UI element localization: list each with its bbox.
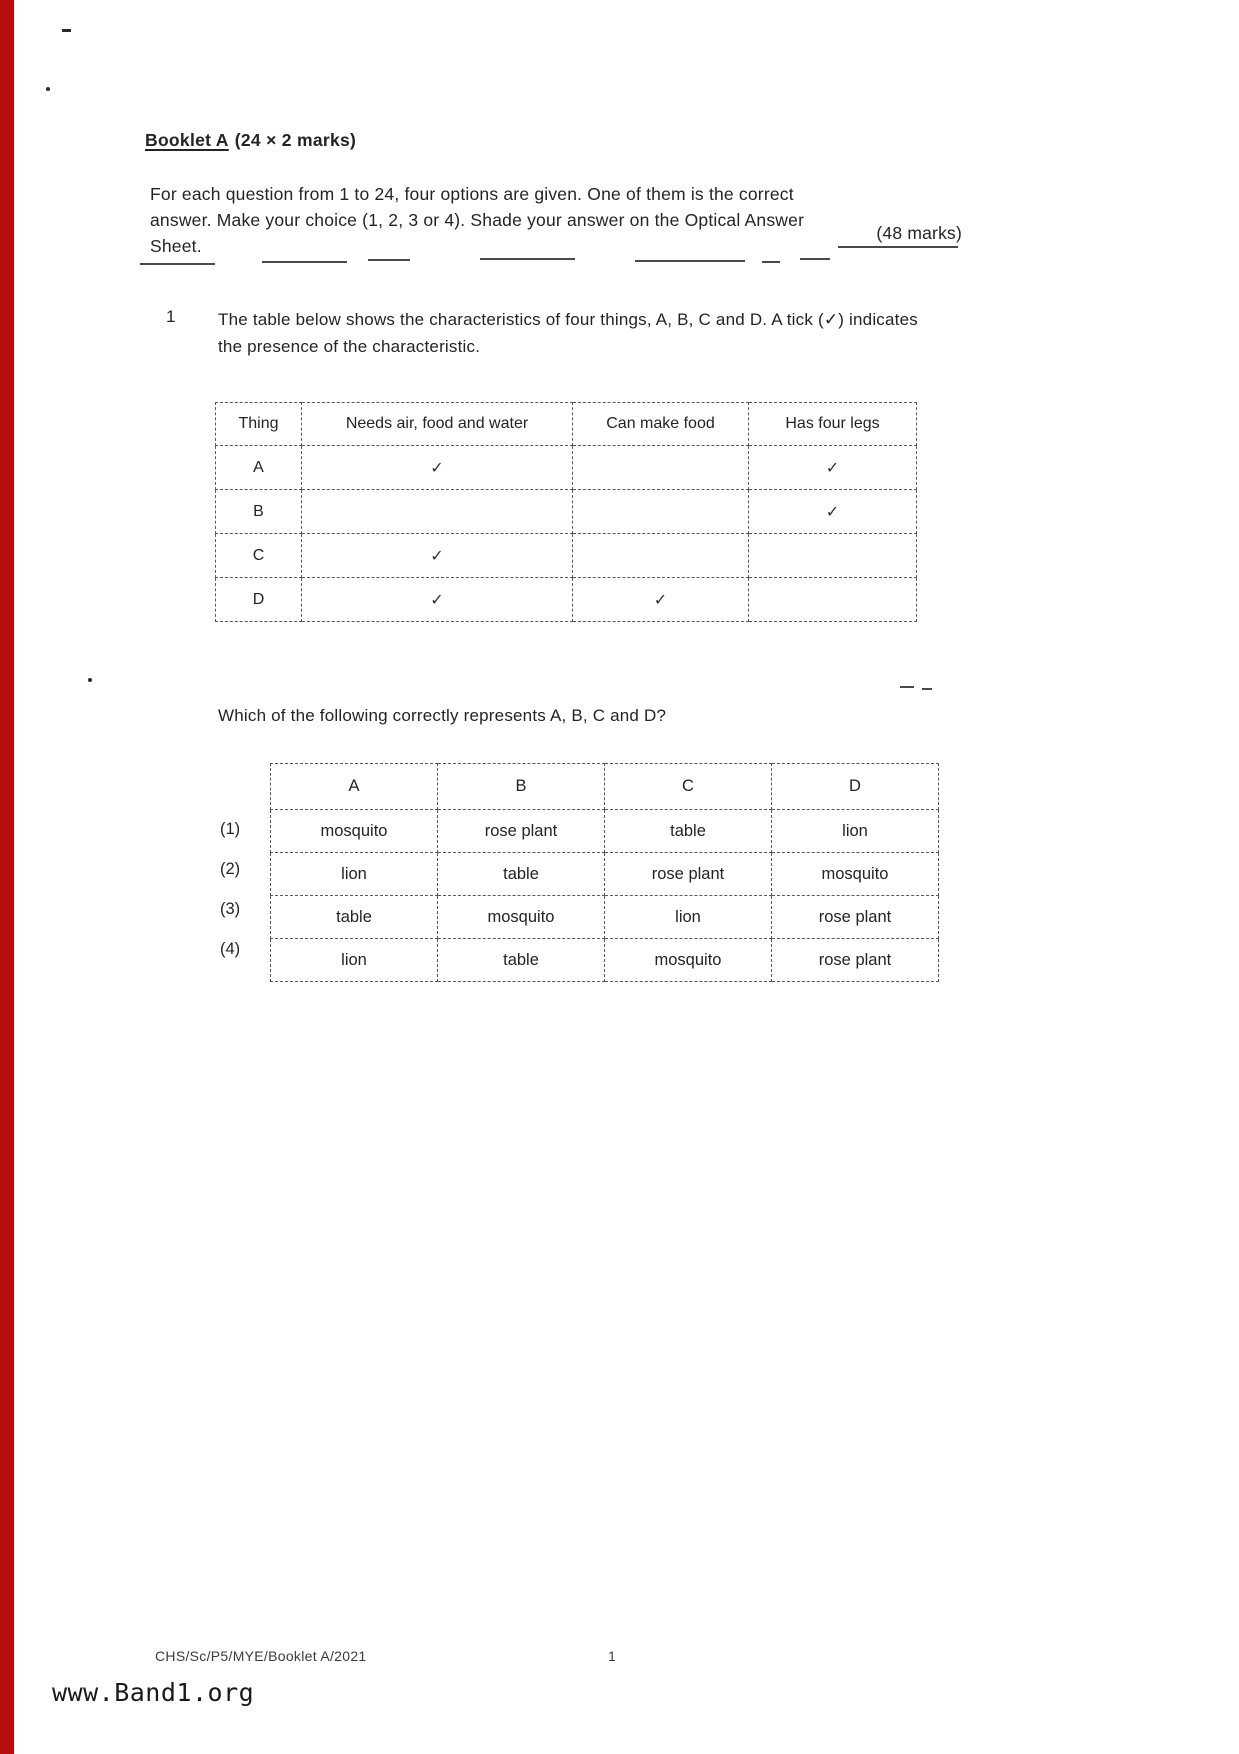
characteristics-table (215, 402, 917, 622)
question-prompt: Which of the following correctly represents A, B, C and D? (218, 706, 667, 725)
scan-artifact (140, 263, 215, 265)
tick-cell (749, 578, 917, 622)
footer-document-code: CHS/Sc/P5/MYE/Booklet A/2021 (155, 1648, 367, 1664)
option-cell: lion (772, 810, 939, 853)
scan-artifact (480, 258, 575, 260)
scan-artifact (262, 261, 347, 263)
watermark-text: www.Band1.org (52, 1678, 255, 1707)
options-row-2 (271, 853, 939, 896)
scan-artifact (922, 688, 932, 690)
option-cell: rose plant (438, 810, 605, 853)
tick-cell: ✓ (749, 446, 917, 490)
option-label-1: (1) (220, 820, 241, 838)
options-row-1 (271, 810, 939, 853)
booklet-title-text: Booklet A (145, 130, 229, 150)
tick-cell: ✓ (302, 578, 573, 622)
tick-cell (749, 534, 917, 578)
instructions-sheet: Sheet. (150, 236, 202, 256)
question-number: 1 (166, 307, 176, 326)
char-header-make-food: Can make food (573, 403, 749, 446)
scan-artifact (800, 258, 830, 260)
options-table (270, 763, 939, 982)
option-cell: lion (271, 939, 438, 982)
tick-cell: ✓ (302, 446, 573, 490)
booklet-title-marks: (24 × 2 marks) (234, 130, 357, 150)
scan-artifact (762, 261, 780, 263)
tick-cell (302, 490, 573, 534)
option-label-3: (3) (220, 900, 241, 918)
total-marks: (48 marks) (876, 223, 962, 243)
instructions-line-2: answer. Make your choice (1, 2, 3 or 4). Shade your answer on the Optical Answer (150, 210, 805, 230)
option-cell: lion (605, 896, 772, 939)
char-table-header-row (216, 403, 917, 446)
char-header-four-legs: Has four legs (749, 403, 917, 446)
scan-artifact (88, 678, 92, 682)
char-table-row-D (216, 578, 917, 622)
tick-cell: ✓ (749, 490, 917, 534)
scan-artifact (46, 87, 50, 91)
scan-artifact (900, 686, 914, 688)
scan-artifact (635, 260, 745, 262)
tick-cell: ✓ (573, 578, 749, 622)
char-table-row-B (216, 490, 917, 534)
tick-cell: ✓ (302, 534, 573, 578)
scan-artifact (368, 259, 410, 261)
option-label-4: (4) (220, 940, 241, 958)
option-cell: mosquito (438, 896, 605, 939)
options-row-4 (271, 939, 939, 982)
tick-cell (573, 490, 749, 534)
char-header-thing: Thing (216, 403, 302, 446)
scan-artifact (62, 29, 71, 32)
thing-label: C (216, 534, 302, 578)
option-cell: table (271, 896, 438, 939)
option-cell: lion (271, 853, 438, 896)
options-header-row (271, 764, 939, 810)
booklet-title (145, 130, 356, 151)
option-cell: rose plant (605, 853, 772, 896)
option-cell: mosquito (772, 853, 939, 896)
thing-label: B (216, 490, 302, 534)
char-table-row-C (216, 534, 917, 578)
options-header-D: D (772, 764, 939, 810)
options-header-B: B (438, 764, 605, 810)
option-cell: mosquito (605, 939, 772, 982)
question-intro: The table below shows the characteristics of four things, A, B, C and D. A tick (✓) indicates the presence of the characteristic. (218, 310, 918, 356)
thing-label: A (216, 446, 302, 490)
option-cell: mosquito (271, 810, 438, 853)
tick-cell (573, 446, 749, 490)
options-header-C: C (605, 764, 772, 810)
scan-artifact (838, 246, 958, 248)
footer-page-number: 1 (608, 1648, 616, 1664)
tick-cell (573, 534, 749, 578)
option-cell: rose plant (772, 896, 939, 939)
options-row-3 (271, 896, 939, 939)
option-label-2: (2) (220, 860, 241, 878)
instructions-line-1: For each question from 1 to 24, four options are given. One of them is the correct (150, 184, 794, 204)
char-header-needs-air: Needs air, food and water (302, 403, 573, 446)
option-cell: table (438, 939, 605, 982)
options-header-A: A (271, 764, 438, 810)
option-cell: rose plant (772, 939, 939, 982)
char-table-row-A (216, 446, 917, 490)
thing-label: D (216, 578, 302, 622)
option-cell: table (438, 853, 605, 896)
option-cell: table (605, 810, 772, 853)
